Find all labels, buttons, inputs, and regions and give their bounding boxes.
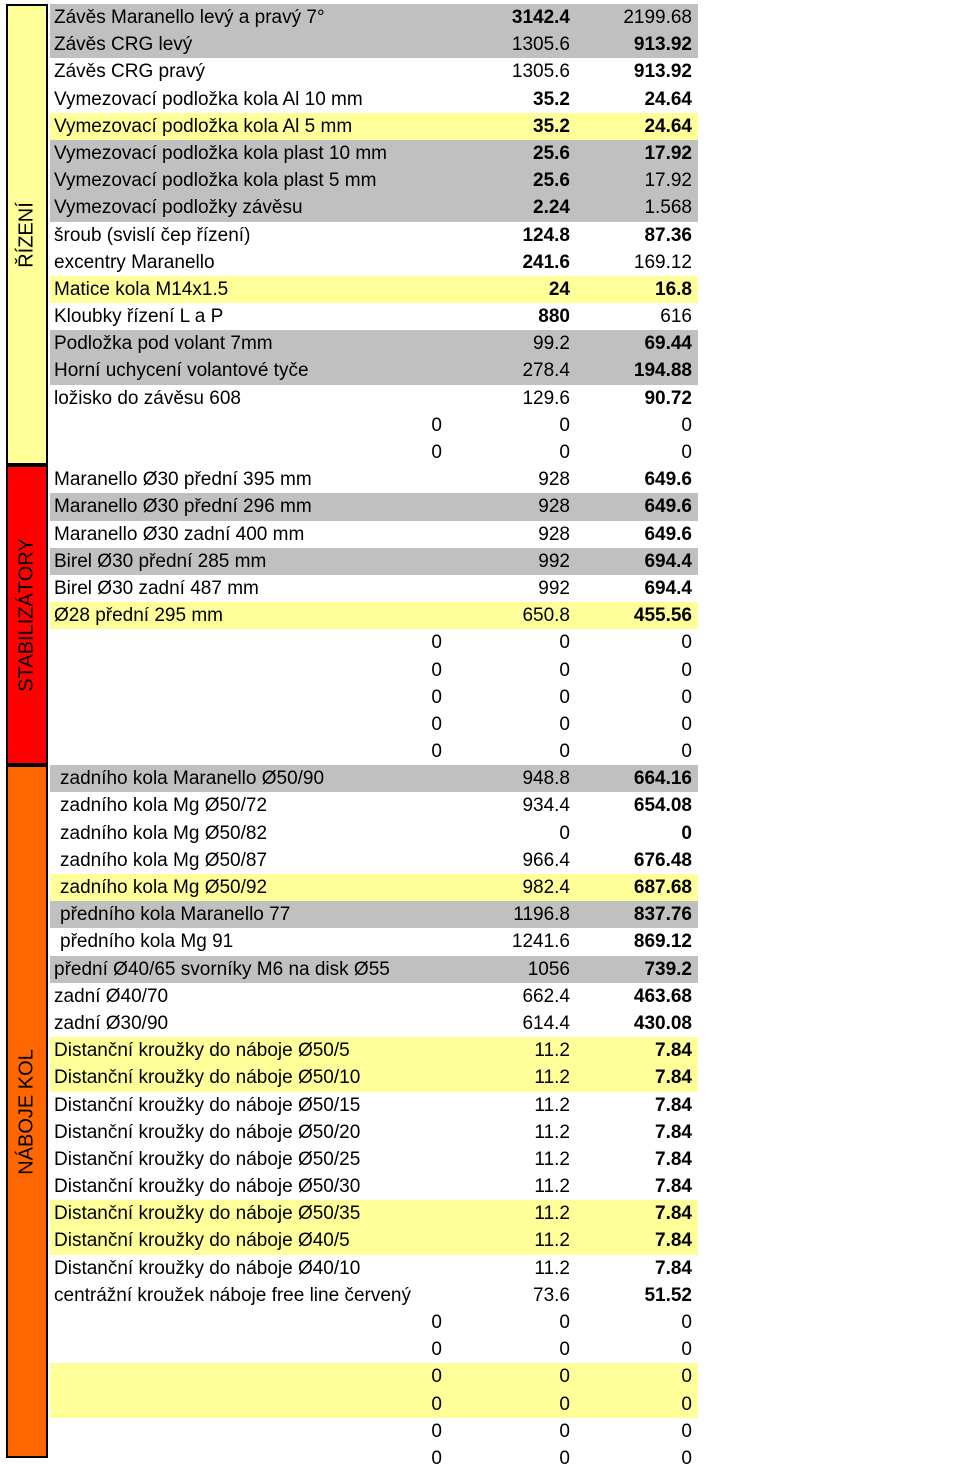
- item-price-2: 739.2: [644, 958, 692, 980]
- item-price-1: 1196.8: [513, 904, 570, 926]
- item-price-2: 0: [681, 686, 692, 708]
- item-name: Distanční kroužky do náboje Ø40/5: [54, 1230, 350, 1252]
- item-price-2: 649.6: [644, 496, 692, 518]
- item-price-2: 7.84: [655, 1176, 692, 1198]
- table-row: [50, 847, 698, 874]
- item-price-1: 99.2: [533, 333, 570, 355]
- table-row: [50, 983, 698, 1010]
- table-row: [50, 140, 698, 167]
- item-price-2: 51.52: [644, 1284, 692, 1306]
- item-value-0: 0: [431, 659, 442, 681]
- item-price-1: 11.2: [534, 1040, 570, 1062]
- item-price-1: 11.2: [534, 1176, 570, 1198]
- table-row: [50, 1309, 698, 1336]
- item-price-1: 11.2: [534, 1257, 570, 1279]
- table-row: [50, 602, 698, 629]
- table-row: [50, 901, 698, 928]
- item-price-2: 87.36: [644, 224, 692, 246]
- item-name: Distanční kroužky do náboje Ø40/10: [54, 1257, 361, 1279]
- item-name: předního kola Maranello 77: [60, 904, 291, 926]
- table-row: [50, 113, 698, 140]
- item-price-2: 664.16: [633, 768, 692, 790]
- item-price-2: 7.84: [655, 1148, 692, 1170]
- item-value-0: 0: [431, 414, 442, 436]
- item-name: zadní Ø30/90: [54, 1012, 169, 1034]
- item-price-2: 90.72: [644, 387, 692, 409]
- item-price-1: 278.4: [522, 360, 570, 382]
- item-name: Kloubky řízení L a P: [54, 306, 224, 328]
- item-value-0: 0: [431, 1366, 442, 1388]
- table-row: [50, 738, 698, 765]
- item-name: Maranello Ø30 přední 296 mm: [54, 496, 312, 518]
- item-name: Vymezovací podložky závěsu: [54, 197, 303, 219]
- item-price-2: 69.44: [644, 333, 692, 355]
- item-price-2: 17.92: [644, 170, 692, 192]
- item-price-2: 16.8: [655, 278, 692, 300]
- item-price-1: 0: [559, 1366, 570, 1388]
- item-price-2: 616: [660, 306, 692, 328]
- item-price-2: 0: [681, 822, 692, 844]
- item-price-2: 0: [681, 741, 692, 763]
- section-title-naboje: NÁBOJE KOL: [15, 1048, 38, 1175]
- item-value-0: 0: [431, 1420, 442, 1442]
- table-row: [50, 1173, 698, 1200]
- item-name: Vymezovací podložka kola plast 5 mm: [54, 170, 377, 192]
- item-price-1: 0: [559, 713, 570, 735]
- item-price-1: 0: [559, 659, 570, 681]
- table-row: [50, 276, 698, 303]
- item-price-2: 7.84: [655, 1203, 692, 1225]
- item-price-1: 0: [559, 686, 570, 708]
- item-price-2: 913.92: [633, 34, 692, 56]
- section-label-naboje: [6, 765, 48, 1458]
- item-price-2: 7.84: [655, 1040, 692, 1062]
- table-row: [50, 684, 698, 711]
- table-row: [50, 657, 698, 684]
- item-name: Horní uchycení volantové tyče: [54, 360, 309, 382]
- table-row: [50, 303, 698, 330]
- item-name: přední Ø40/65 svorníky M6 na disk Ø55: [54, 958, 390, 980]
- section-title-rizeni: ŘÍZENÍ: [15, 201, 38, 268]
- item-price-2: 24.64: [644, 115, 692, 137]
- item-price-1: 992: [538, 550, 570, 572]
- item-price-1: 35.2: [533, 115, 570, 137]
- item-price-2: 694.4: [644, 577, 692, 599]
- item-price-2: 0: [681, 1312, 692, 1333]
- item-value-0: 0: [431, 713, 442, 735]
- item-name: Vymezovací podložka kola Al 5 mm: [54, 115, 353, 137]
- item-name: Birel Ø30 zadní 487 mm: [54, 577, 259, 599]
- table-row: [50, 249, 698, 276]
- item-price-1: 966.4: [522, 849, 570, 871]
- table-row: [50, 385, 698, 412]
- item-price-1: 2.24: [533, 197, 570, 219]
- item-price-2: 649.6: [644, 523, 692, 545]
- item-price-1: 0: [559, 414, 570, 436]
- item-name: zadního kola Mg Ø50/82: [60, 822, 268, 844]
- item-name: Distanční kroužky do náboje Ø50/25: [54, 1148, 361, 1170]
- table-row: [50, 86, 698, 113]
- item-price-1: 11.2: [534, 1230, 570, 1252]
- item-name: centrážní kroužek náboje free line červený: [54, 1284, 411, 1306]
- item-price-2: 676.48: [633, 849, 692, 871]
- item-name: zadního kola Mg Ø50/92: [60, 877, 268, 898]
- item-price-1: 0: [559, 1312, 570, 1333]
- section-label-stabilizatory: [6, 465, 48, 765]
- item-price-1: 35.2: [533, 88, 570, 110]
- item-name: zadního kola Maranello Ø50/90: [60, 768, 325, 790]
- item-price-2: 0: [681, 442, 692, 463]
- item-price-1: 0: [559, 632, 570, 654]
- item-price-1: 25.6: [533, 142, 570, 164]
- item-price-1: 1305.6: [511, 61, 570, 83]
- table-row: [50, 928, 698, 955]
- item-price-1: 11.2: [534, 1203, 570, 1225]
- item-value-0: 0: [431, 1447, 442, 1469]
- item-price-1: 992: [538, 577, 570, 599]
- table-row: [50, 31, 698, 58]
- section-title-stabilizatory: STABILIZÁTORY: [15, 538, 38, 692]
- table-row: [50, 820, 698, 847]
- item-price-1: 662.4: [522, 985, 570, 1007]
- table-row: [50, 466, 698, 493]
- item-price-2: 913.92: [633, 61, 692, 83]
- item-price-2: 694.4: [644, 550, 692, 572]
- item-price-2: 0: [681, 1447, 692, 1469]
- item-price-2: 455.56: [633, 605, 692, 627]
- table-row: [50, 792, 698, 819]
- item-price-1: 11.2: [534, 1148, 570, 1170]
- item-name: Ø28 přední 295 mm: [54, 605, 223, 627]
- table-row: [50, 1010, 698, 1037]
- item-price-2: 194.88: [633, 360, 692, 382]
- item-price-1: 11.2: [534, 1067, 570, 1089]
- table-row: [50, 1418, 698, 1445]
- item-price-2: 0: [681, 414, 692, 436]
- table-row: [50, 1336, 698, 1363]
- item-price-1: 11.2: [534, 1121, 570, 1143]
- item-price-2: 654.08: [633, 795, 692, 817]
- item-price-2: 7.84: [655, 1067, 692, 1089]
- item-price-1: 24: [548, 278, 570, 300]
- item-value-0: 0: [431, 1339, 442, 1361]
- table-row: [50, 4, 698, 31]
- item-price-1: 934.4: [522, 795, 570, 817]
- table-row: [50, 1064, 698, 1091]
- item-price-1: 928: [538, 496, 570, 518]
- table-row: [50, 1146, 698, 1173]
- item-name: Maranello Ø30 přední 395 mm: [54, 469, 312, 491]
- table-row: [50, 1037, 698, 1064]
- item-price-2: 649.6: [644, 469, 692, 491]
- table-row: [50, 330, 698, 357]
- table-row: [50, 58, 698, 85]
- item-name: ložisko do závěsu 608: [54, 387, 241, 409]
- item-name: Distanční kroužky do náboje Ø50/10: [54, 1067, 361, 1089]
- item-value-0: 0: [431, 1312, 442, 1333]
- section-label-rizeni: [6, 4, 48, 465]
- item-price-2: 463.68: [633, 985, 692, 1007]
- item-price-2: 687.68: [633, 877, 692, 898]
- item-name: Distanční kroužky do náboje Ø50/20: [54, 1121, 361, 1143]
- item-price-2: 837.76: [633, 904, 692, 926]
- item-value-0: 0: [431, 741, 442, 763]
- item-price-1: 928: [538, 469, 570, 491]
- item-value-0: 0: [431, 442, 442, 463]
- item-name: zadního kola Mg Ø50/72: [60, 795, 268, 817]
- item-name: Závěs CRG pravý: [54, 61, 205, 83]
- item-name: Distanční kroužky do náboje Ø50/35: [54, 1203, 361, 1225]
- item-price-1: 1305.6: [511, 34, 570, 56]
- item-price-2: 7.84: [655, 1257, 692, 1279]
- item-price-1: 0: [559, 442, 570, 463]
- table-row: [50, 412, 698, 439]
- item-name: Distanční kroužky do náboje Ø50/5: [54, 1040, 350, 1062]
- item-price-1: 241.6: [522, 251, 570, 273]
- table-row: [50, 521, 698, 548]
- item-price-2: 2199.68: [623, 7, 692, 28]
- item-price-1: 3142.4: [511, 7, 570, 28]
- item-price-2: 7.84: [655, 1121, 692, 1143]
- table-row: [50, 1227, 698, 1254]
- item-price-1: 614.4: [522, 1012, 570, 1034]
- item-price-2: 0: [681, 659, 692, 681]
- item-price-2: 430.08: [633, 1012, 692, 1034]
- item-price-1: 0: [559, 822, 570, 844]
- table-row: [50, 222, 698, 249]
- table-row: [50, 1391, 698, 1418]
- table-row: [50, 1445, 698, 1472]
- item-price-1: 0: [559, 741, 570, 763]
- item-name: zadní Ø40/70: [54, 985, 169, 1007]
- item-price-2: 0: [681, 1366, 692, 1388]
- table-row: [50, 1282, 698, 1309]
- item-value-0: 0: [431, 1393, 442, 1415]
- item-price-1: 928: [538, 523, 570, 545]
- item-price-1: 982.4: [522, 877, 570, 898]
- item-name: Závěs Maranello levý a pravý 7°: [54, 7, 325, 28]
- item-name: excentry Maranello: [54, 251, 215, 273]
- item-price-1: 1056: [527, 958, 570, 980]
- table-row: [50, 194, 698, 221]
- item-price-1: 0: [559, 1420, 570, 1442]
- table-row: [50, 1200, 698, 1227]
- table-row: [50, 874, 698, 901]
- item-price-1: 650.8: [522, 605, 570, 627]
- item-price-2: 0: [681, 1420, 692, 1442]
- item-name: Maranello Ø30 zadní 400 mm: [54, 523, 305, 545]
- table-row: [50, 357, 698, 384]
- item-price-1: 73.6: [533, 1284, 570, 1306]
- item-price-2: 24.64: [644, 88, 692, 110]
- table-row: [50, 1363, 698, 1390]
- item-name: Distanční kroužky do náboje Ø50/15: [54, 1094, 361, 1116]
- item-price-1: 0: [559, 1393, 570, 1415]
- item-price-1: 880: [538, 306, 570, 328]
- table-row: [50, 167, 698, 194]
- table-row: [50, 1092, 698, 1119]
- item-price-1: 11.2: [534, 1094, 570, 1116]
- item-price-1: 948.8: [522, 768, 570, 790]
- item-price-2: 0: [681, 1339, 692, 1361]
- table-row: [50, 1255, 698, 1282]
- item-name: Distanční kroužky do náboje Ø50/30: [54, 1176, 361, 1198]
- item-price-2: 17.92: [644, 142, 692, 164]
- item-name: Vymezovací podložka kola plast 10 mm: [54, 142, 388, 164]
- table-row: [50, 548, 698, 575]
- table-row: [50, 765, 698, 792]
- item-price-2: 7.84: [655, 1094, 692, 1116]
- item-name: předního kola Mg 91: [60, 931, 234, 953]
- table-row: [50, 629, 698, 656]
- item-name: Závěs CRG levý: [54, 34, 193, 56]
- item-price-2: 1.568: [644, 197, 692, 219]
- item-price-2: 869.12: [633, 931, 692, 953]
- table-row: [50, 493, 698, 520]
- item-name: Birel Ø30 přední 285 mm: [54, 550, 267, 572]
- item-price-2: 169.12: [633, 251, 692, 273]
- table-row: [50, 1119, 698, 1146]
- table-row: [50, 956, 698, 983]
- item-price-1: 0: [559, 1447, 570, 1469]
- item-price-2: 0: [681, 1393, 692, 1415]
- item-price-2: 0: [681, 632, 692, 654]
- item-name: zadního kola Mg Ø50/87: [60, 849, 268, 871]
- item-name: Vymezovací podložka kola Al 10 mm: [54, 88, 363, 110]
- item-price-1: 124.8: [522, 224, 570, 246]
- price-table: [50, 4, 698, 1472]
- item-price-2: 0: [681, 713, 692, 735]
- table-row: [50, 711, 698, 738]
- item-price-2: 7.84: [655, 1230, 692, 1252]
- item-value-0: 0: [431, 632, 442, 654]
- item-value-0: 0: [431, 686, 442, 708]
- item-price-1: 129.6: [522, 387, 570, 409]
- item-name: Matice kola M14x1.5: [54, 278, 229, 300]
- item-price-1: 0: [559, 1339, 570, 1361]
- item-name: Podložka pod volant 7mm: [54, 333, 273, 355]
- table-row: [50, 439, 698, 466]
- table-row: [50, 575, 698, 602]
- item-price-1: 1241.6: [511, 931, 570, 953]
- item-price-1: 25.6: [533, 170, 570, 192]
- item-name: šroub (svislí čep řízení): [54, 224, 251, 246]
